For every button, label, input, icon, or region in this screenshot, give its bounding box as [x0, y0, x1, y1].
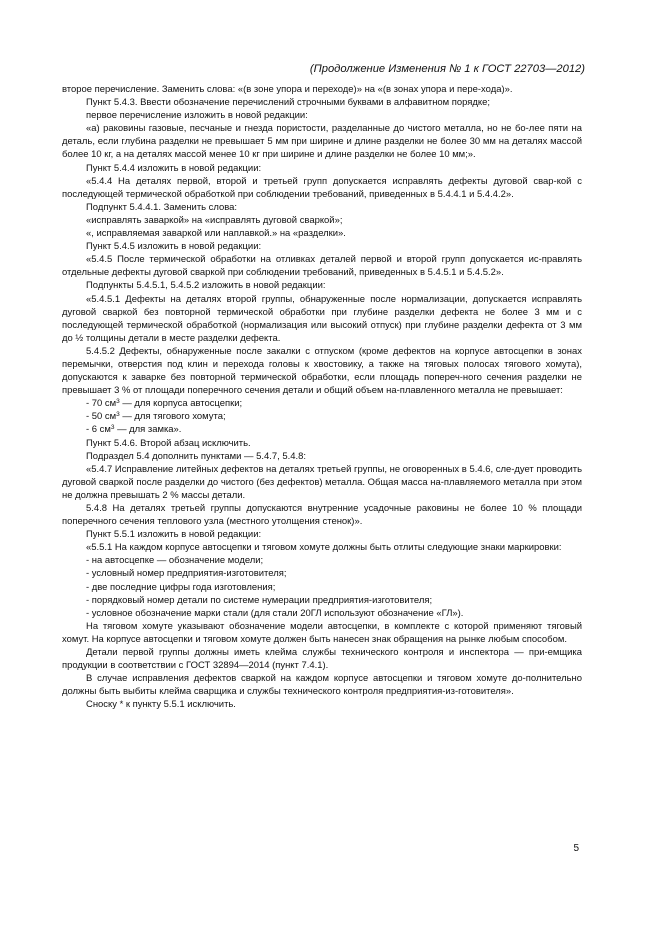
paragraph: «5.4.7 Исправление литейных дефектов на деталях третьей группы, не оговоренных в 5.4.6, сле-дует проводить дуговой сваркой после разделки до чистого (без дефектов) металла. Общая масса на-плавляемого металла при этом не должна превышать 2 % массы детали.	[62, 463, 582, 501]
paragraph: - 50 $см^3$ — для тягового хомута;	[86, 411, 226, 423]
paragraph: «а) раковины газовые, песчаные и гнезда пористости, разделанные до чистого металла, но не бо-лее пяти на деталь, если глубина разделки не превышает 5 мм при ширине и длине разделки не более 30 мм на деталях массой более 10 кг, а на деталях массой менее 10 кг при ширине и длине разделки не более 10 мм;».	[62, 123, 582, 161]
paragraph: - две последние цифры года изготовления;	[86, 581, 276, 593]
paragraph: Подраздел 5.4 дополнить пунктами — 5.4.7, 5.4.8:	[86, 450, 306, 462]
paragraph: «5.4.5 После термической обработки на отливках деталей первой и второй групп допускается ис-правлять отдельные дефекты дуговой сваркой при соблюдении требований, приведенных в 5.4.5.1 и 5.4.5.2».	[62, 254, 582, 279]
paragraph: Сноску * к пункту 5.5.1 исключить.	[86, 699, 236, 711]
paragraph: - условное обозначение марки стали (для стали 20ГЛ используют обозначение «ГЛ»).	[86, 607, 464, 619]
paragraph: Пункт 5.4.3. Ввести обозначение перечислений строчными буквами в алфавитном порядке;	[86, 97, 491, 109]
paragraph: - 6 $см^3$ — для замка».	[86, 424, 182, 436]
page-number: 5	[573, 843, 579, 854]
paragraph: Пункт 5.4.6. Второй абзац исключить.	[86, 437, 251, 449]
paragraph: Пункт 5.5.1 изложить в новой редакции:	[86, 529, 262, 541]
paragraph: «, исправляемая заваркой или наплавкой.» на «разделки».	[86, 228, 346, 240]
paragraph: «5.5.1 На каждом корпусе автосцепки и тяговом хомуте должны быть отлиты следующие знаки маркировки:	[86, 542, 562, 554]
paragraph: 5.4.5.2 Дефекты, обнаруженные после закалки с отпуском (кроме дефектов на корпусе автосцепки в зонах перемычки, отверстия под клин и перехода головы к хвостовику, а также на тяговых полосах тягового хомута), допускаются к заварке без повторной термической обработки, если площадь попереч-ного сечения разделки не превышает 3 % от площади поперечного сечения детали и общий объем на-плавленного металла не превышает:	[62, 345, 582, 397]
paragraph: - условный номер предприятия-изготовителя;	[86, 568, 287, 580]
paragraph: 5.4.8 На деталях третьей группы допускаются внутренние усадочные раковины не более 10 % площади поперечного сечения теплового узла (местного утолщения стенок)».	[62, 503, 582, 528]
paragraph: Пункт 5.4.4 изложить в новой редакции:	[86, 162, 262, 174]
paragraph: На тяговом хомуте указывают обозначение модели автосцепки, в комплекте с которой применяют тяговый хомут. На корпусе автосцепки и тяговом хомуте должен быть нанесен знак обращения на рынке любым способом.	[62, 620, 582, 645]
paragraph: «5.4.5.1 Дефекты на деталях второй группы, обнаруженные после нормализации, допускается исправлять дуговой сваркой без повторной термической обработки при глубине разделки дефекта не более 3 мм и с последующей термической обработкой (нормализация или высокий отпуск) при глубине разделки дефекта от 3 мм до ½ толщины детали в месте разделки дефекта.	[62, 293, 582, 344]
paragraph: второе перечисление. Заменить слова: «(в зоне упора и переходе)» на «(в зонах упора и пере-хода)».	[62, 84, 513, 95]
paragraph: Детали первой группы должны иметь клейма службы технического контроля и инспектора — при-емщика продукции в соответствии с ГОСТ 32894—2014 (пункт 7.4.1).	[62, 647, 582, 672]
running-header: (Продолжение Изменения № 1 к ГОСТ 22703—2012)	[309, 63, 585, 75]
paragraph: - 70 $см^3$ — для корпуса автосцепки;	[86, 398, 243, 410]
paragraph: - на автосцепке — обозначение модели;	[86, 555, 264, 567]
paragraph: «5.4.4 На деталях первой, второй и третьей групп допускается исправлять дефекты дуговой свар-кой с последующей термической обработкой при соблюдении требований, приведенных в 5.4.4.1 и 5.4.4.2».	[62, 175, 582, 200]
paragraph: Подпункт 5.4.4.1. Заменить слова:	[86, 201, 238, 213]
document-body	[62, 83, 582, 712]
paragraph: Подпункты 5.4.5.1, 5.4.5.2 изложить в новой редакции:	[86, 280, 326, 292]
paragraph: «исправлять заваркой» на «исправлять дуговой сваркой»;	[86, 214, 343, 226]
paragraph: В случае исправления дефектов сваркой на каждом корпусе автосцепки и тяговом хомуте до-полнительно должны быть выбиты клейма сварщика и службы технического контроля предприятия-из-готовителя».	[62, 673, 582, 698]
paragraph: первое перечисление изложить в новой редакции:	[86, 110, 308, 122]
paragraph: Пункт 5.4.5 изложить в новой редакции:	[86, 241, 262, 253]
paragraph: - порядковый номер детали по системе нумерации предприятия-изготовителя;	[86, 594, 433, 606]
